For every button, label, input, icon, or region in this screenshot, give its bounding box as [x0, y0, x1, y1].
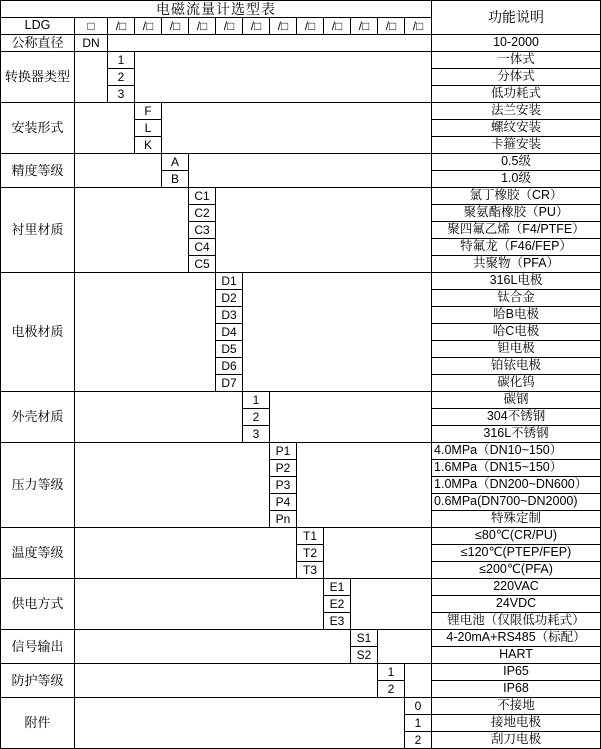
- spacer-cell: [75, 392, 243, 443]
- option-description: 铂铱电极: [432, 358, 601, 375]
- option-description: 4.0MPa（DN10~150）: [432, 443, 601, 460]
- option-description: 一体式: [432, 52, 601, 69]
- option-description: 304不锈钢: [432, 409, 601, 426]
- option-description: ≤120℃(PTEP/FEP): [432, 545, 601, 562]
- option-description: 碳钢: [432, 392, 601, 409]
- option-code: E3: [324, 613, 351, 630]
- spacer-cell: [270, 392, 432, 443]
- option-code: T2: [297, 545, 324, 562]
- category-label: 电极材质: [1, 273, 75, 392]
- spacer-cell: [135, 52, 432, 103]
- spacer-cell: [351, 579, 432, 630]
- spacer-cell: [243, 273, 432, 392]
- category-label: 压力等级: [1, 443, 75, 528]
- category-label: 外壳材质: [1, 392, 75, 443]
- option-description: 316L电极: [432, 273, 601, 290]
- option-code: D3: [216, 307, 243, 324]
- table-row: [1, 52, 601, 69]
- option-code: P4: [270, 494, 297, 511]
- table-row: [1, 188, 601, 205]
- option-code: DN: [75, 35, 108, 52]
- category-label: 防护等级: [1, 664, 75, 698]
- option-code: S2: [351, 647, 378, 664]
- category-label: 公称直径: [1, 35, 75, 52]
- model-slot-box: /□: [216, 18, 243, 35]
- model-slot-box: /□: [351, 18, 378, 35]
- option-code: D7: [216, 375, 243, 392]
- option-description: ≤200℃(PFA): [432, 562, 601, 579]
- table-row: [1, 579, 601, 596]
- option-code: 2: [108, 69, 135, 86]
- spacer-cell: [75, 664, 378, 698]
- option-code: C4: [189, 239, 216, 256]
- table-row: [1, 630, 601, 647]
- model-slot-box: /□: [324, 18, 351, 35]
- option-code: T1: [297, 528, 324, 545]
- spacer-cell: [324, 528, 432, 579]
- option-code: E2: [324, 596, 351, 613]
- option-description: 聚四氟乙烯（F4/PTFE）: [432, 222, 601, 239]
- option-description: 1.0MPa（DN200~DN600）: [432, 477, 601, 494]
- option-description: 特殊定制: [432, 511, 601, 528]
- option-description: 刮刀电极: [432, 732, 601, 749]
- option-description: 碳化钨: [432, 375, 601, 392]
- spacer-cell: [75, 154, 162, 188]
- table-row: [1, 698, 601, 715]
- option-description: 哈B电极: [432, 307, 601, 324]
- option-description: 螺纹安装: [432, 120, 601, 137]
- table-row: [1, 103, 601, 120]
- option-code: C3: [189, 222, 216, 239]
- selection-table-body: [1, 1, 601, 749]
- option-code: T3: [297, 562, 324, 579]
- spacer-cell: [75, 52, 108, 103]
- option-code: C2: [189, 205, 216, 222]
- option-description: 聚氨酯橡胶（PU）: [432, 205, 601, 222]
- option-code: D4: [216, 324, 243, 341]
- table-row: [1, 35, 601, 52]
- option-code: B: [162, 171, 189, 188]
- spacer-cell: [75, 630, 351, 664]
- option-description: IP68: [432, 681, 601, 698]
- function-description-header: 功能说明: [432, 1, 601, 35]
- spacer-cell: [75, 528, 297, 579]
- table-row: [1, 443, 601, 460]
- table-row: [1, 664, 601, 681]
- model-slot-box: /□: [378, 18, 405, 35]
- option-code: K: [135, 137, 162, 154]
- spacer-cell: [405, 664, 432, 698]
- table-title: 电磁流量计选型表: [1, 1, 432, 18]
- option-description: 低功耗式: [432, 86, 601, 103]
- option-description: 10-2000: [432, 35, 601, 52]
- option-description: 220VAC: [432, 579, 601, 596]
- option-code: D1: [216, 273, 243, 290]
- option-description: 钽电极: [432, 341, 601, 358]
- option-description: 1.0级: [432, 171, 601, 188]
- option-code: C5: [189, 256, 216, 273]
- option-description: 锂电池（仅限低功耗式）: [432, 613, 601, 630]
- option-description: 316L不锈钢: [432, 426, 601, 443]
- option-code: D2: [216, 290, 243, 307]
- option-description: 卡箍安装: [432, 137, 601, 154]
- table-row: [1, 273, 601, 290]
- model-slot-box: /□: [108, 18, 135, 35]
- option-code: 2: [405, 732, 432, 749]
- model-slot-box: /□: [297, 18, 324, 35]
- option-code: P2: [270, 460, 297, 477]
- spacer-cell: [297, 443, 432, 528]
- option-code: 3: [108, 86, 135, 103]
- model-prefix: LDG: [1, 18, 75, 35]
- category-label: 附件: [1, 698, 75, 749]
- model-slot-box: /□: [405, 18, 432, 35]
- option-code: A: [162, 154, 189, 171]
- spacer-cell: [162, 103, 432, 154]
- option-code: L: [135, 120, 162, 137]
- option-code: 1: [243, 392, 270, 409]
- table-row: [1, 154, 601, 171]
- option-description: 共聚物（PFA）: [432, 256, 601, 273]
- option-description: ≤80℃(CR/PU): [432, 528, 601, 545]
- option-description: 氯丁橡胶（CR）: [432, 188, 601, 205]
- option-code: 1: [378, 664, 405, 681]
- option-description: IP65: [432, 664, 601, 681]
- category-label: 温度等级: [1, 528, 75, 579]
- option-code: C1: [189, 188, 216, 205]
- option-code: D6: [216, 358, 243, 375]
- category-label: 转换器类型: [1, 52, 75, 103]
- spacer-cell: [108, 35, 432, 52]
- spacer-cell: [75, 698, 405, 749]
- option-description: 哈C电极: [432, 324, 601, 341]
- option-code: 1: [405, 715, 432, 732]
- model-slot-box: /□: [243, 18, 270, 35]
- option-code: E1: [324, 579, 351, 596]
- model-slot-box: /□: [135, 18, 162, 35]
- table-row: [1, 392, 601, 409]
- model-slot-box: /□: [189, 18, 216, 35]
- model-slot-box: /□: [162, 18, 189, 35]
- option-description: 接地电极: [432, 715, 601, 732]
- option-code: 2: [243, 409, 270, 426]
- option-description: 钛合金: [432, 290, 601, 307]
- option-description: 24VDC: [432, 596, 601, 613]
- category-label: 供电方式: [1, 579, 75, 630]
- table-row: [1, 1, 601, 18]
- option-code: D5: [216, 341, 243, 358]
- spacer-cell: [75, 443, 270, 528]
- model-slot-box: /□: [270, 18, 297, 35]
- option-code: F: [135, 103, 162, 120]
- option-description: 不接地: [432, 698, 601, 715]
- category-label: 衬里材质: [1, 188, 75, 273]
- option-code: 3: [243, 426, 270, 443]
- option-description: HART: [432, 647, 601, 664]
- option-code: 1: [108, 52, 135, 69]
- option-code: P3: [270, 477, 297, 494]
- option-code: Pn: [270, 511, 297, 528]
- option-description: 特氟龙（F46/FEP）: [432, 239, 601, 256]
- model-box-first: □: [75, 18, 108, 35]
- option-code: P1: [270, 443, 297, 460]
- spacer-cell: [75, 579, 324, 630]
- option-code: 2: [378, 681, 405, 698]
- option-code: 0: [405, 698, 432, 715]
- spacer-cell: [189, 154, 432, 188]
- category-label: 精度等级: [1, 154, 75, 188]
- option-description: 0.5级: [432, 154, 601, 171]
- spacer-cell: [75, 103, 135, 154]
- spacer-cell: [75, 273, 216, 392]
- category-label: 安装形式: [1, 103, 75, 154]
- option-description: 4-20mA+RS485（标配）: [432, 630, 601, 647]
- option-description: 0.6MPa(DN700~DN2000): [432, 494, 601, 511]
- spacer-cell: [378, 630, 432, 664]
- option-description: 分体式: [432, 69, 601, 86]
- spacer-cell: [75, 188, 189, 273]
- category-label: 信号输出: [1, 630, 75, 664]
- option-description: 1.6MPa（DN15~150）: [432, 460, 601, 477]
- table-row: [1, 528, 601, 545]
- option-description: 法兰安装: [432, 103, 601, 120]
- spacer-cell: [216, 188, 432, 273]
- option-code: S1: [351, 630, 378, 647]
